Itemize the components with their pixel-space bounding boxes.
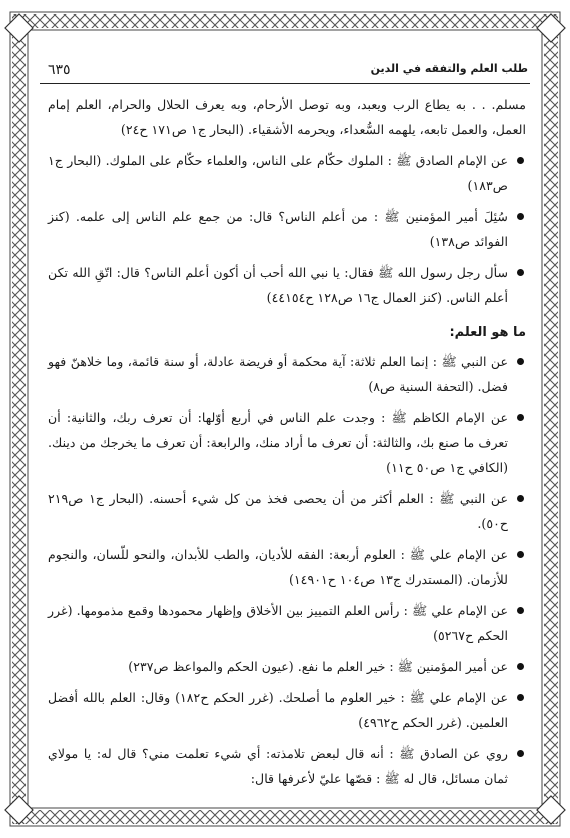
item-text: عن النبي ﷺ : العلم أكثر من أن يحصى فخذ من كل شيء أحسنه. (البحار ج١ ص٢١٩ ح٥٠). bbox=[48, 491, 508, 531]
list-item bbox=[48, 741, 526, 791]
list-item bbox=[48, 204, 526, 254]
bullet-icon bbox=[517, 495, 524, 502]
item-text: عن الإمام الصادق ﷺ : الملوك حكّام على الناس، والعلماء حكّام على الملوك. (البحار ج١ ص١٨٣) bbox=[48, 153, 508, 193]
intro-paragraph: مسلم. . . به يطاع الرب ويعبد، وبه توصل الأرحام، وبه يعرف الحلال والحرام، العلم إمام العمل، والعمل تابعه، يلهمه السُّعداء، ويحرمه الأشقياء. (البحار ج١ ص١٧١ ح٢٤) bbox=[48, 97, 527, 137]
item-text: سُئِلَ أمير المؤمنين ﷺ : من أعلم الناس؟ قال: من جمع علم الناس إلى علمه. (كنز الفوائد ص١٣٨) bbox=[48, 209, 508, 249]
item-text: عن أمير المؤمنين ﷺ : خير العلم ما نفع. (عيون الحكم والمواعظ ص٢٣٧) bbox=[128, 659, 508, 674]
item-text: عن الإمام علي ﷺ : العلوم أربعة: الفقه للأديان، والطب للأبدان، والنحو للّسان، والنجوم للأزمان. (المستدرك ج١٣ ص١٠٤ ح١٤٩٠١) bbox=[48, 547, 508, 587]
list-item bbox=[48, 542, 526, 592]
list-item bbox=[48, 260, 526, 310]
list-item bbox=[48, 654, 526, 679]
list-item bbox=[48, 148, 526, 198]
bullet-icon bbox=[517, 607, 524, 614]
item-text: سأل رجل رسول الله ﷺ فقال: يا نبي الله أحب أن أكون أعلم الناس؟ قال: اتّقِ الله تكن أعلم الناس. (كنز العمال ج١٦ ص١٢٨ ح٤٤١٥٤) bbox=[48, 265, 508, 305]
bullet-icon bbox=[517, 358, 524, 365]
list-item bbox=[48, 598, 526, 648]
section-heading: ما هو العلم: bbox=[449, 325, 526, 340]
item-text: عن الإمام علي ﷺ : خير العلوم ما أصلحك. (غرر الحكم ح١٨٢) وقال: العلم بالله أفضل العلمين. (غرر الحكم ح٤٩٦٢) bbox=[48, 690, 508, 730]
page-header bbox=[40, 62, 530, 82]
bullet-icon bbox=[517, 551, 524, 558]
list-item bbox=[48, 349, 526, 399]
bullet-icon bbox=[517, 694, 524, 701]
bullet-icon bbox=[517, 269, 524, 276]
bullet-icon bbox=[517, 663, 524, 670]
item-text: عن الإمام الكاظم ﷺ : وجدت علم الناس في أربع أوّلها: أن تعرف ربك، والثانية: أن تعرف ما صنع بك، والثالثة: أن تعرف ما أراد منك، والرابعة: أن تعرف ما يخرجك من دينك. (الكافي ج١ ص٥٠ ح١١) bbox=[48, 410, 508, 475]
page-body bbox=[48, 92, 526, 797]
item-text: روي عن الصادق ﷺ : أنه قال لبعض تلامذته: أي شيء تعلمت مني؟ قال له: يا مولاي ثمان مسائل، قال له ﷺ : قصّها عليّ لأعرفها قال: bbox=[48, 746, 508, 786]
running-title: طلب العلم والتفقه في الدين bbox=[370, 62, 528, 75]
bullet-icon bbox=[517, 750, 524, 757]
item-text: عن الإمام علي ﷺ : رأس العلم التمييز بين الأخلاق وإظهار محمودها وقمع مذمومها. (غرر الحكم ح٥٢٦٧) bbox=[48, 603, 508, 643]
list-item bbox=[48, 405, 526, 480]
item-text: عن النبي ﷺ : إنما العلم ثلاثة: آية محكمة أو فريضة عادلة، أو سنة قائمة، وما خلاهنّ فهو فضل. (التحفة السنية ص٨) bbox=[48, 354, 508, 394]
bullet-icon bbox=[517, 157, 524, 164]
list-item bbox=[48, 685, 526, 735]
bullet-icon bbox=[517, 213, 524, 220]
page-number: ٦٣٥ bbox=[48, 62, 71, 78]
list-item bbox=[48, 486, 526, 536]
bullet-icon bbox=[517, 414, 524, 421]
header-rule bbox=[40, 83, 530, 84]
